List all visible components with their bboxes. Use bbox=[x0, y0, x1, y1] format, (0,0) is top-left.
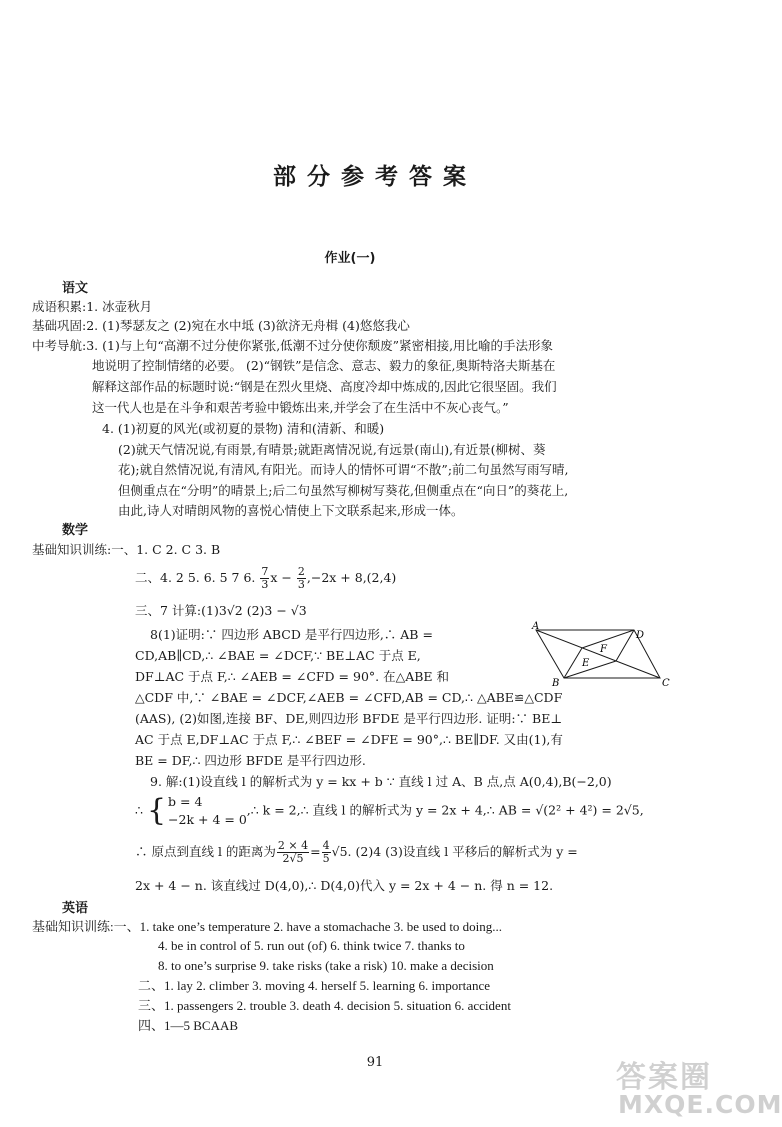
english-line: 8. to one’s surprise 9. take risks (take a risk) 10. make a decision bbox=[158, 958, 494, 973]
math-line: 基础知识训练:一、1. C 2. C 3. B bbox=[32, 542, 221, 557]
math-text: 二、4. 2 5. 6. 5 7 6. bbox=[135, 570, 260, 585]
chinese-line: 基础巩固:2. (1)琴瑟友之 (2)宛在水中坻 (3)欲济无舟楫 (4)悠悠我心 bbox=[32, 318, 410, 333]
english-line: 二、1. lay 2. climber 3. moving 4. herself 5. learning 6. importance bbox=[138, 978, 490, 993]
system-row: b = 4 bbox=[168, 794, 203, 809]
watermark-chars: 答案圈 bbox=[616, 1060, 712, 1095]
chinese-line: 中考导航:3. (1)与上句“高潮不过分使你紧张,低潮不过分使你颓废”紧密相接,用比喻的手法形象 bbox=[32, 338, 554, 353]
math-text: √5. (2)4 (3)设直线 l 平移后的解析式为 y = bbox=[331, 844, 578, 859]
fraction bbox=[297, 566, 306, 591]
math-equation-system bbox=[135, 793, 644, 829]
math-line: CD,AB∥CD,∴ ∠BAE = ∠DCF,∵ BE⊥AC 于点 E, bbox=[135, 648, 421, 663]
math-line: 三、7 计算:(1)3√2 (2)3 − √3 bbox=[135, 603, 307, 618]
english-line: 三、1. passengers 2. trouble 3. death 4. decision 5. situation 6. accident bbox=[138, 998, 511, 1013]
math-text: ∴ 原点到直线 l 的距离为 bbox=[135, 844, 276, 859]
fraction bbox=[322, 840, 331, 865]
chinese-line: 这一代人也是在斗争和艰苦考验中锻炼出来,并学会了在生活中不灰心丧气。” bbox=[92, 400, 509, 415]
fraction bbox=[277, 840, 309, 865]
math-line: (AAS), (2)如图,连接 BF、DE,则四边形 BFDE 是平行四边形. 证明:∵ BE⊥ bbox=[135, 711, 563, 726]
math-text: ,∴ k = 2,∴ 直线 l 的解析式为 y = 2x + 4,∴ AB = √(2² + 4²) = 2√5, bbox=[246, 802, 644, 818]
math-line: 8(1)证明:∵ 四边形 ABCD 是平行四边形,∴ AB = bbox=[150, 627, 433, 642]
math-line: AC 于点 E,DF⊥AC 于点 F,∴ ∠BEF = ∠DFE = 90°,∴ BE∥DF. 又由(1),有 bbox=[135, 732, 563, 747]
fraction-denominator: 3 bbox=[297, 578, 305, 591]
math-line-distance bbox=[135, 840, 578, 865]
math-line: DF⊥AC 于点 F,∴ ∠AEB = ∠CFD = 90°. 在△ABE 和 bbox=[135, 669, 450, 684]
math-line: 9. 解:(1)设直线 l 的解析式为 y = kx + b ∵ 直线 l 过 A、B 点,点 A(0,4),B(−2,0) bbox=[150, 774, 612, 789]
brace-icon: { bbox=[146, 793, 167, 828]
fraction-numerator: 4 bbox=[322, 839, 330, 852]
math-line: BE = DF,∴ 四边形 BFDE 是平行四边形. bbox=[135, 753, 366, 768]
fraction bbox=[260, 566, 269, 591]
math-line: △CDF 中,∵ ∠BAE = ∠DCF,∠AEB = ∠CFD,AB = CD,∴ △ABE≌△CDF bbox=[135, 690, 563, 705]
math-text: = bbox=[310, 844, 321, 859]
watermark-url: MXQE.COM bbox=[618, 1090, 782, 1119]
page-number: 91 bbox=[366, 1055, 384, 1070]
chinese-line: 花);就自然情况说,有清风,有阳光。而诗人的情怀可谓“不散”;前二句虽然写雨写晴, bbox=[118, 462, 569, 477]
math-text: ,−2x + 8,(2,4) bbox=[306, 570, 397, 585]
fraction-numerator: 7 bbox=[261, 565, 269, 578]
english-heading: 英语 bbox=[62, 901, 89, 916]
therefore-symbol: ∴ bbox=[135, 802, 147, 818]
label-f: F bbox=[600, 644, 607, 655]
fraction-numerator: 2 × 4 bbox=[277, 839, 309, 852]
page-title: 部分参考答案 bbox=[273, 164, 477, 190]
segment-de bbox=[582, 630, 634, 648]
fraction-numerator: 2 bbox=[297, 565, 305, 578]
chinese-line: 但侧重点在“分明”的晴景上;后二句虽然写柳树写葵花,但侧重点在“向日”的葵花上, bbox=[118, 483, 569, 498]
label-c: C bbox=[662, 678, 670, 689]
math-heading: 数学 bbox=[62, 523, 89, 538]
chinese-line: (2)就天气情况说,有雨景,有晴景;就距离情况说,有远景(南山),有近景(柳树、葵 bbox=[118, 442, 546, 457]
fraction-denominator: 2√5 bbox=[282, 852, 304, 865]
assignment-subtitle: 作业(一) bbox=[324, 251, 376, 266]
label-b: B bbox=[552, 678, 560, 689]
label-e: E bbox=[582, 658, 590, 669]
system-rows bbox=[168, 793, 247, 829]
chinese-line: 4. (1)初夏的风光(或初夏的景物) 清和(清新、和暖) bbox=[102, 421, 385, 436]
chinese-heading: 语文 bbox=[62, 281, 89, 296]
math-line: 2x + 4 − n. 该直线过 D(4,0),∴ D(4,0)代入 y = 2x + 4 − n. 得 n = 12. bbox=[135, 878, 554, 893]
english-line: 基础知识训练:一、1. take one’s temperature 2. have a stomachache 3. be used to doing... bbox=[32, 919, 503, 934]
watermark-logo bbox=[606, 1052, 782, 1124]
chinese-line: 由此,诗人对晴朗风物的喜悦心情使上下文联系起来,形成一体。 bbox=[118, 503, 464, 518]
chinese-line: 成语积累:1. 冰壶秋月 bbox=[32, 299, 153, 314]
chinese-line: 解释这部作品的标题时说:“钢是在烈火里烧、高度冷却中炼成的,因此它很坚固。我们 bbox=[92, 379, 557, 394]
segment-bf bbox=[564, 661, 616, 678]
parallelogram-figure bbox=[530, 622, 670, 688]
fraction-denominator: 3 bbox=[261, 578, 269, 591]
segment-df bbox=[616, 630, 634, 661]
math-line-fill-blanks bbox=[135, 566, 396, 591]
label-d: D bbox=[636, 630, 645, 641]
english-line: 四、1—5 BCAAB bbox=[138, 1018, 239, 1033]
english-line: 4. be in control of 5. run out (of) 6. think twice 7. thanks to bbox=[158, 938, 465, 953]
label-a: A bbox=[532, 621, 540, 632]
fraction-denominator: 5 bbox=[322, 852, 330, 865]
chinese-line: 地说明了控制情绪的必要。 (2)“钢铁”是信念、意志、毅力的象征,奥斯特洛夫斯基在 bbox=[92, 358, 556, 373]
math-text: x − bbox=[270, 570, 296, 585]
system-row: −2k + 4 = 0 bbox=[168, 812, 247, 827]
